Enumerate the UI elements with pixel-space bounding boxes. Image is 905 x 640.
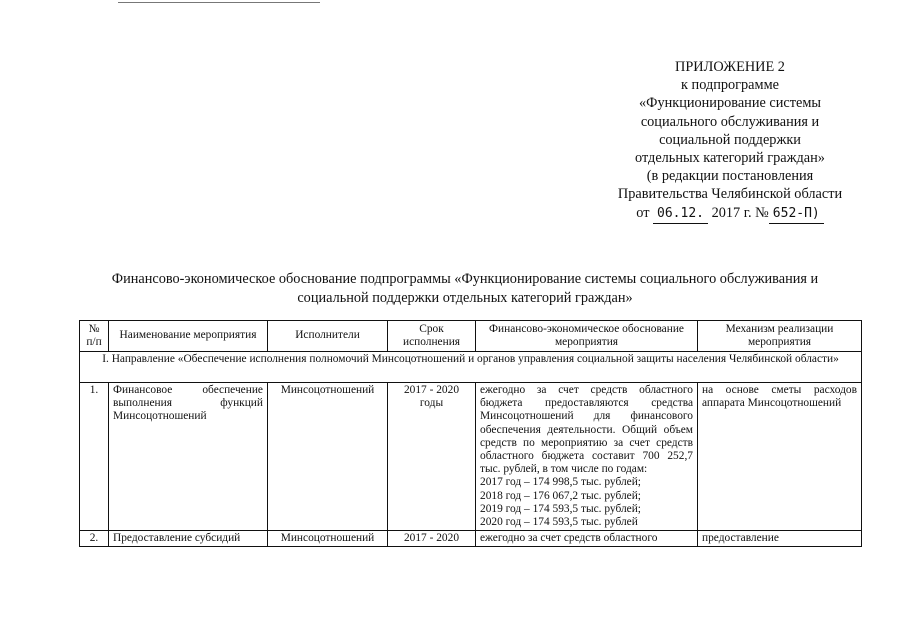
executor: Минсоцотношений xyxy=(268,531,388,547)
title-line-1: Финансово-экономическое обоснование подпрограммы «Функционирование системы социального обслуживания и xyxy=(111,271,819,287)
document-title xyxy=(70,270,860,307)
year-amount: 2018 год – 176 067,2 тыс. рублей; xyxy=(480,489,641,502)
appendix-line: Правительства Челябинской области xyxy=(617,186,843,203)
column-header-term: Срок исполнения xyxy=(388,321,476,352)
row-number: 1. xyxy=(80,383,109,531)
financial-basis xyxy=(476,383,698,531)
financial-basis: ежегодно за счет средств областного xyxy=(476,531,698,547)
appendix-line: (в редакции постановления xyxy=(646,168,814,185)
year-amount: 2019 год – 174 593,5 тыс. рублей; xyxy=(480,502,641,515)
term: 2017 - 2020 xyxy=(388,531,476,547)
date-prefix: от xyxy=(636,204,650,221)
appendix-line: отдельных категорий граждан» xyxy=(635,150,825,167)
section-heading: I. Направление «Обеспечение исполнения полномочий Минсоцотношений и органов управления социальной защиты населения Челябинской области» xyxy=(80,352,862,383)
year-amount: 2020 год – 174 593,5 тыс. рублей xyxy=(480,516,638,529)
title-line-2: социальной поддержки отдельных категорий граждан» xyxy=(297,289,633,306)
row-number: 2. xyxy=(80,531,109,547)
resolution-date-line xyxy=(560,204,900,224)
basis-text: ежегодно за счет средств областного бюджета предоставляются средства Минсоцотношений для финансового обеспечения деятельности. Общий объем средств по мероприятию за счет средств областного бюджета составит 700 252,7 тыс. рублей, в том числе по годам: xyxy=(480,384,693,476)
table-row xyxy=(80,383,862,531)
measures-table xyxy=(79,320,862,547)
date-value: 06.12. xyxy=(653,205,708,224)
column-header-executor: Исполнители xyxy=(268,321,388,352)
appendix-header xyxy=(560,58,900,224)
scan-top-rule xyxy=(118,2,320,3)
appendix-label: ПРИЛОЖЕНИЕ 2 xyxy=(675,59,785,75)
executor: Минсоцотношений xyxy=(268,383,388,531)
column-header-number: № п/п xyxy=(80,321,109,352)
table-header-row xyxy=(80,321,862,352)
measure-name: Финансовое обеспечение выполнения функций Минсоцотношений xyxy=(109,383,268,531)
column-header-mechanism: Механизм реализации мероприятия xyxy=(698,321,862,352)
measure-name: Предоставление субсидий xyxy=(109,531,268,547)
appendix-line: социального обслуживания и xyxy=(640,113,820,130)
column-header-basis: Финансово-экономическое обоснование мероприятия xyxy=(476,321,698,352)
section-row xyxy=(80,352,862,383)
appendix-line: социальной поддержки xyxy=(659,131,801,148)
column-header-name: Наименование мероприятия xyxy=(109,321,268,352)
resolution-number: 652-П) xyxy=(769,205,824,224)
table-row xyxy=(80,531,862,547)
year-text: 2017 г. № xyxy=(711,204,769,221)
mechanism: на основе сметы расходов аппарата Минсоцотношений xyxy=(698,383,862,531)
year-amount: 2017 год – 174 998,5 тыс. рублей; xyxy=(480,476,641,489)
appendix-line: «Функционирование системы xyxy=(639,95,821,112)
mechanism: предоставление xyxy=(698,531,862,547)
appendix-line: к подпрограмме xyxy=(681,77,779,94)
term: 2017 - 2020 годы xyxy=(388,383,476,531)
